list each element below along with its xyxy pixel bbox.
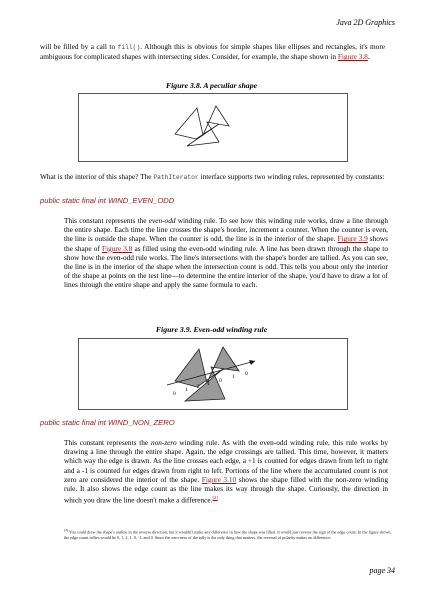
page-number: page 34 [369, 566, 395, 575]
link-figure-3-8[interactable]: Figure 3.8 [337, 52, 368, 62]
link-figure-3-8-b[interactable]: Figure 3.8 [102, 243, 133, 253]
inline-code-pathiterator: PathIterator [153, 174, 199, 181]
intro-paragraph [40, 42, 385, 61]
even-odd-emphasis: even-odd [148, 216, 176, 225]
peculiar-shape-figure [79, 94, 347, 161]
even-odd-paragraph [64, 216, 388, 290]
non-zero-text-1: This constant represents the [64, 438, 151, 447]
figure-3-9-box [78, 338, 348, 410]
link-figure-3-10[interactable]: Figure 3.10 [201, 474, 237, 484]
figure-3-8-box [78, 93, 348, 162]
footnote-mark: [2] [64, 528, 69, 532]
even-odd-text-3: shows the shape of [64, 234, 389, 253]
even-odd-text-4: as filled using the even-odd winding rule. A line has been drawn through the shape to show how the even-odd rule works. The line's intersections with the shape's border are tallied. As you can see, the line is in the interior of the shape when the intersection count is odd. This tells you about only the interior of the shape at points on the test line—to determine the entire interior of the shape, you'd have to draw a lot of lines through the entire shape and apply the same formula to each. [64, 243, 388, 290]
question-paragraph [40, 172, 385, 182]
non-zero-text-3: shows the shape filled with the non-zero winding rule. It also shows the edge count as the line makes its way through the shape. Curiously, the direction in which you draw the line doesn't make a difference. [64, 474, 388, 505]
link-figure-3-9[interactable]: Figure 3.9 [337, 234, 368, 244]
intro-text-2: . Although this is obvious for simple shapes like ellipses and rectangles, it's more ambiguous for complicated shapes with intersecting sides. Consider, for example, the shape shown in [40, 42, 385, 62]
question-text-2: interface supports two winding rules, represented by constants: [198, 172, 385, 181]
tally-label-2: 1 [185, 387, 188, 393]
tally-label-4: 1 [207, 381, 210, 387]
wind-non-zero-heading: public static final int WIND_NON_ZERO [40, 418, 175, 427]
tally-label-5: 0 [219, 378, 222, 384]
intro-text-1: will be filled by a call to [40, 42, 118, 51]
even-odd-text-1: This constant represents the [64, 216, 149, 225]
non-zero-emphasis: non-zero [150, 438, 177, 447]
question-text-1: What is the interior of this shape? The [40, 172, 154, 181]
non-zero-text-2: winding rule. As with the even-odd winding rule, this rule works by drawing a line through the entire shape. Again, the edge crossings are tallied. This time, however, it matters which way the edge is drawn. As the line crosses each edge, a +1 is counted for edges drawn from left to right and a -1 is counted for edges drawn from right to left. Portions of the line where the accumulated count is not zero are considered the interior of the shape. [64, 438, 388, 484]
peculiar-shape-outline [175, 106, 229, 146]
footnote-reference[interactable]: [2] [212, 495, 218, 501]
tally-label-3: 2 [197, 384, 200, 390]
tally-label-1: 0 [173, 391, 176, 397]
non-zero-paragraph [64, 438, 388, 505]
even-odd-figure [79, 339, 347, 409]
wind-even-odd-heading: public static final int WIND_EVEN_ODD [40, 196, 175, 205]
tally-label-7: 0 [245, 371, 248, 377]
inline-code-fill: fill() [117, 44, 141, 51]
even-odd-text-2: winding rule. To see how this winding rule works, draw a line through the entire shape. Each time the line crosses the shape's border, increment a counter. When the counter is even, the line is outside the shape. When the counter is odd, the line is in the interior of the shape. [64, 216, 388, 244]
figure-3-8-caption: Figure 3.8. A peculiar shape [165, 81, 258, 90]
intro-text-3: . [367, 52, 370, 62]
figure-3-9-caption: Figure 3.9. Even-odd winding rule [155, 325, 268, 334]
running-header: Java 2D Graphics [336, 18, 395, 27]
footnote-text: You could draw the shape's outline in the reverse direction, but it wouldn't make any difference in how the shape was filled. It would just reverse the sign of the edge count. In the figure shown, the edge count tallies would be 0, 1, 2, 1, 0, -1, and 0. Since the zero-ness of the tally is the only thing that matters, the reversal of polarity makes no difference. [64, 529, 392, 540]
tally-label-6: 1 [232, 374, 235, 380]
footnote [64, 528, 394, 540]
